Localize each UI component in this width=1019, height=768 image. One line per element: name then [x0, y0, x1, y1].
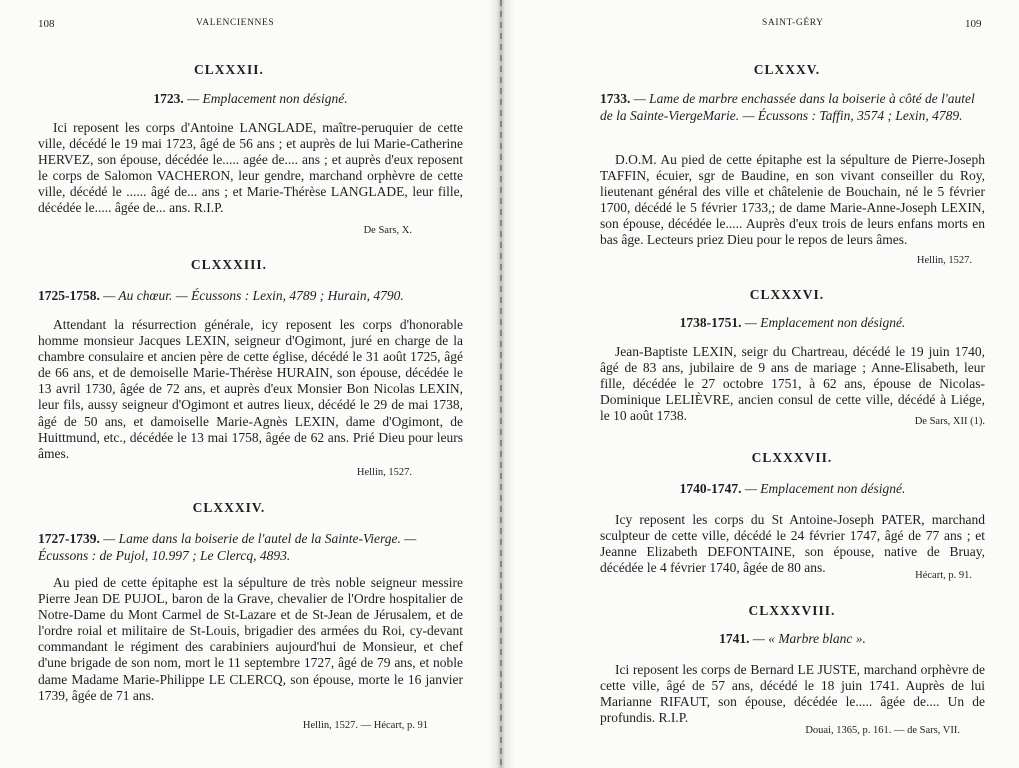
entry-text: Ici reposent les corps de Bernard LE JUSTE, marchand orphèvre de cette ville, âgé de 57 ans, décédé le 18 juin 1741. Auprès de lui Marianne RIFAUT, son épouse, décédée le..... âgée de.... Un de profundis. R.I.P.	[600, 662, 985, 726]
entry-source: Hécart, p. 91.	[915, 570, 972, 581]
entry-date: 1727-1739.	[38, 531, 100, 546]
entry-location: — Emplacement non désigné.	[744, 315, 906, 330]
gutter-shadow	[500, 0, 502, 768]
entry-location: — Au chœur. — Écussons : Lexin, 4789 ; Hurain, 4790.	[103, 288, 404, 303]
entry-heading	[600, 314, 985, 331]
page-number: 108	[38, 18, 55, 30]
entry-text: Icy reposent les corps du St Antoine-Joseph PATER, marchand sculpteur de cette ville, décédé le 24 février 1747, âgé de 77 ans ; et Jeanne Elizabeth DEFONTAINE, son épouse, native de Bruay, décédée le 4 février 1740, âgée de 80 ans.	[600, 512, 985, 576]
entry-number: CLXXXIV.	[192, 500, 266, 515]
entry-number: CLXXXV.	[753, 62, 821, 77]
entry-date: 1741.	[719, 631, 750, 646]
entry-heading	[38, 530, 463, 564]
entry-date: 1733.	[600, 91, 631, 106]
entry-text: Ici reposent les corps d'Antoine LANGLADE, maître-peruquier de cette ville, décédé le 19 mai 1723, âgé de 56 ans ; et auprès de lui Marie-Catherine HERVEZ, son épouse, décédée le..... agée de.... ans ; et auprès d'eux reposent le corps de Salomon VACHERON, leur gendre, marchand orphèvre de cette ville, décédé le ...... âgé de... ans ; et Marie-Thérèse LANGLADE, leur fille, décédée le..... âgée de... ans. R.I.P.	[38, 120, 463, 216]
entry-text: Au pied de cette épitaphe est la sépulture de très noble seigneur messire Pierre Jean DE PUJOL, baron de la Grave, chevalier de l'Ordre hospitalier de Notre-Dame du Mont Carmel de St-Lazare et de St-Jean de Jérusalem, et de l'ordre roial et militaire de St-Louis, brigadier des armées du Roi, cy-devant commandant le régiment des carabiniers aujourd'hui de Monsieur, et chef d'une brigade de son nom, mort le 11 septembre 1727, âgé de 79 ans, et noble dame Madame Marie-Philippe LE CLERCQ, son épouse, morte le 16 janvier 1739, âgée de 71 ans.	[38, 575, 463, 703]
entry-heading	[600, 630, 985, 647]
left-page	[0, 0, 490, 768]
entry-location: — « Marbre blanc ».	[752, 631, 866, 646]
entry-source: Hellin, 1527.	[916, 255, 972, 266]
entry-location: — Emplacement non désigné.	[744, 481, 906, 496]
running-head: SAINT-GÉRY	[762, 18, 824, 28]
entry-heading	[600, 480, 985, 497]
entry-source: Hellin, 1527.	[356, 467, 412, 478]
entry-number: CLXXXVIII.	[748, 603, 836, 618]
entry-heading	[38, 287, 463, 304]
entry-source: De Sars, XII (1).	[914, 416, 985, 427]
entry-location: — Emplacement non désigné.	[187, 91, 348, 106]
entry-source: Douai, 1365, p. 161. — de Sars, VII.	[805, 725, 960, 736]
entry-source: Hellin, 1527. — Hécart, p. 91	[302, 720, 428, 731]
entry-source: De Sars, X.	[363, 225, 412, 236]
entry-location: — Lame dans la boiserie de l'autel de la Sainte-Vierge. — Écussons : de Pujol, 10.997 ; Le Clercq, 4893.	[38, 531, 417, 563]
entry-number: CLXXXVI.	[749, 287, 825, 302]
entry-date: 1723.	[153, 91, 184, 106]
entry-date: 1738-1751.	[679, 315, 742, 330]
right-page	[512, 0, 1019, 768]
entry-date: 1740-1747.	[679, 481, 742, 496]
entry-location: — Lame de marbre enchassée dans la boiserie à côté de l'autel de la Sainte-ViergeMarie. — Écussons : Taffin, 3574 ; Lexin, 4789.	[600, 91, 975, 123]
entry-number: CLXXXIII.	[190, 257, 268, 272]
entry-heading	[600, 90, 985, 124]
page-number: 109	[965, 18, 982, 30]
running-head: VALENCIENNES	[196, 18, 275, 28]
entry-text: D.O.M. Au pied de cette épitaphe est la sépulture de Pierre-Joseph TAFFIN, écuier, sgr de Baudine, en son vivant conseiller du Roy, lieutenant général des ville et châtelenie de Bouchain, né le 5 février 1700, décédé le 5 février 1733,; de dame Marie-Anne-Joseph LEXIN, son épouse, décédée le..... Auprès d'eux trois de leurs enfans morts en bas âge. Lecteurs priez Dieu pour le repos de leurs âmes.	[600, 152, 985, 248]
entry-number: CLXXXII.	[194, 62, 264, 77]
entry-date: 1725-1758.	[38, 288, 100, 303]
entry-number: CLXXXVII.	[751, 450, 833, 465]
entry-text: Jean-Baptiste LEXIN, seigr du Chartreau, décédé le 19 juin 1740, âgé de 83 ans, jubilaire de 9 ans de mariage ; Anne-Elisabeth, leur fille, décédée le 27 octobre 1751, à 62 ans, épouse de Nicolas-Dominique LELIÈVRE, ancien consul de cette ville, décédé à Liége, le 10 août 1738.	[600, 344, 985, 424]
entry-text: Attendant la résurrection générale, icy reposent les corps d'honorable homme monsieur Jacques LEXIN, seigneur d'Ogimont, juré en charge de la chambre consulaire et ancien père de cette église, décédé le 31 août 1725, âgé de 66 ans, et de demoiselle Marie-Thérèse HURAIN, son épouse, décédée le 13 avril 1730, âgée de 72 ans, et auprès d'eux Monsier Bon Nicolas LEXIN, leur fils, aussy seigneur d'Ogimont et autres lieux, décédé le 29 de mai 1738, âgé de 50 ans, et damoiselle Marie-Agnès LEXIN, dame d'Ogimont, de Huittmund, etc., décédée le 13 mai 1758, âgée de 62 ans. Prié Dieu pour leurs âmes.	[38, 317, 463, 461]
entry-heading	[38, 90, 463, 107]
